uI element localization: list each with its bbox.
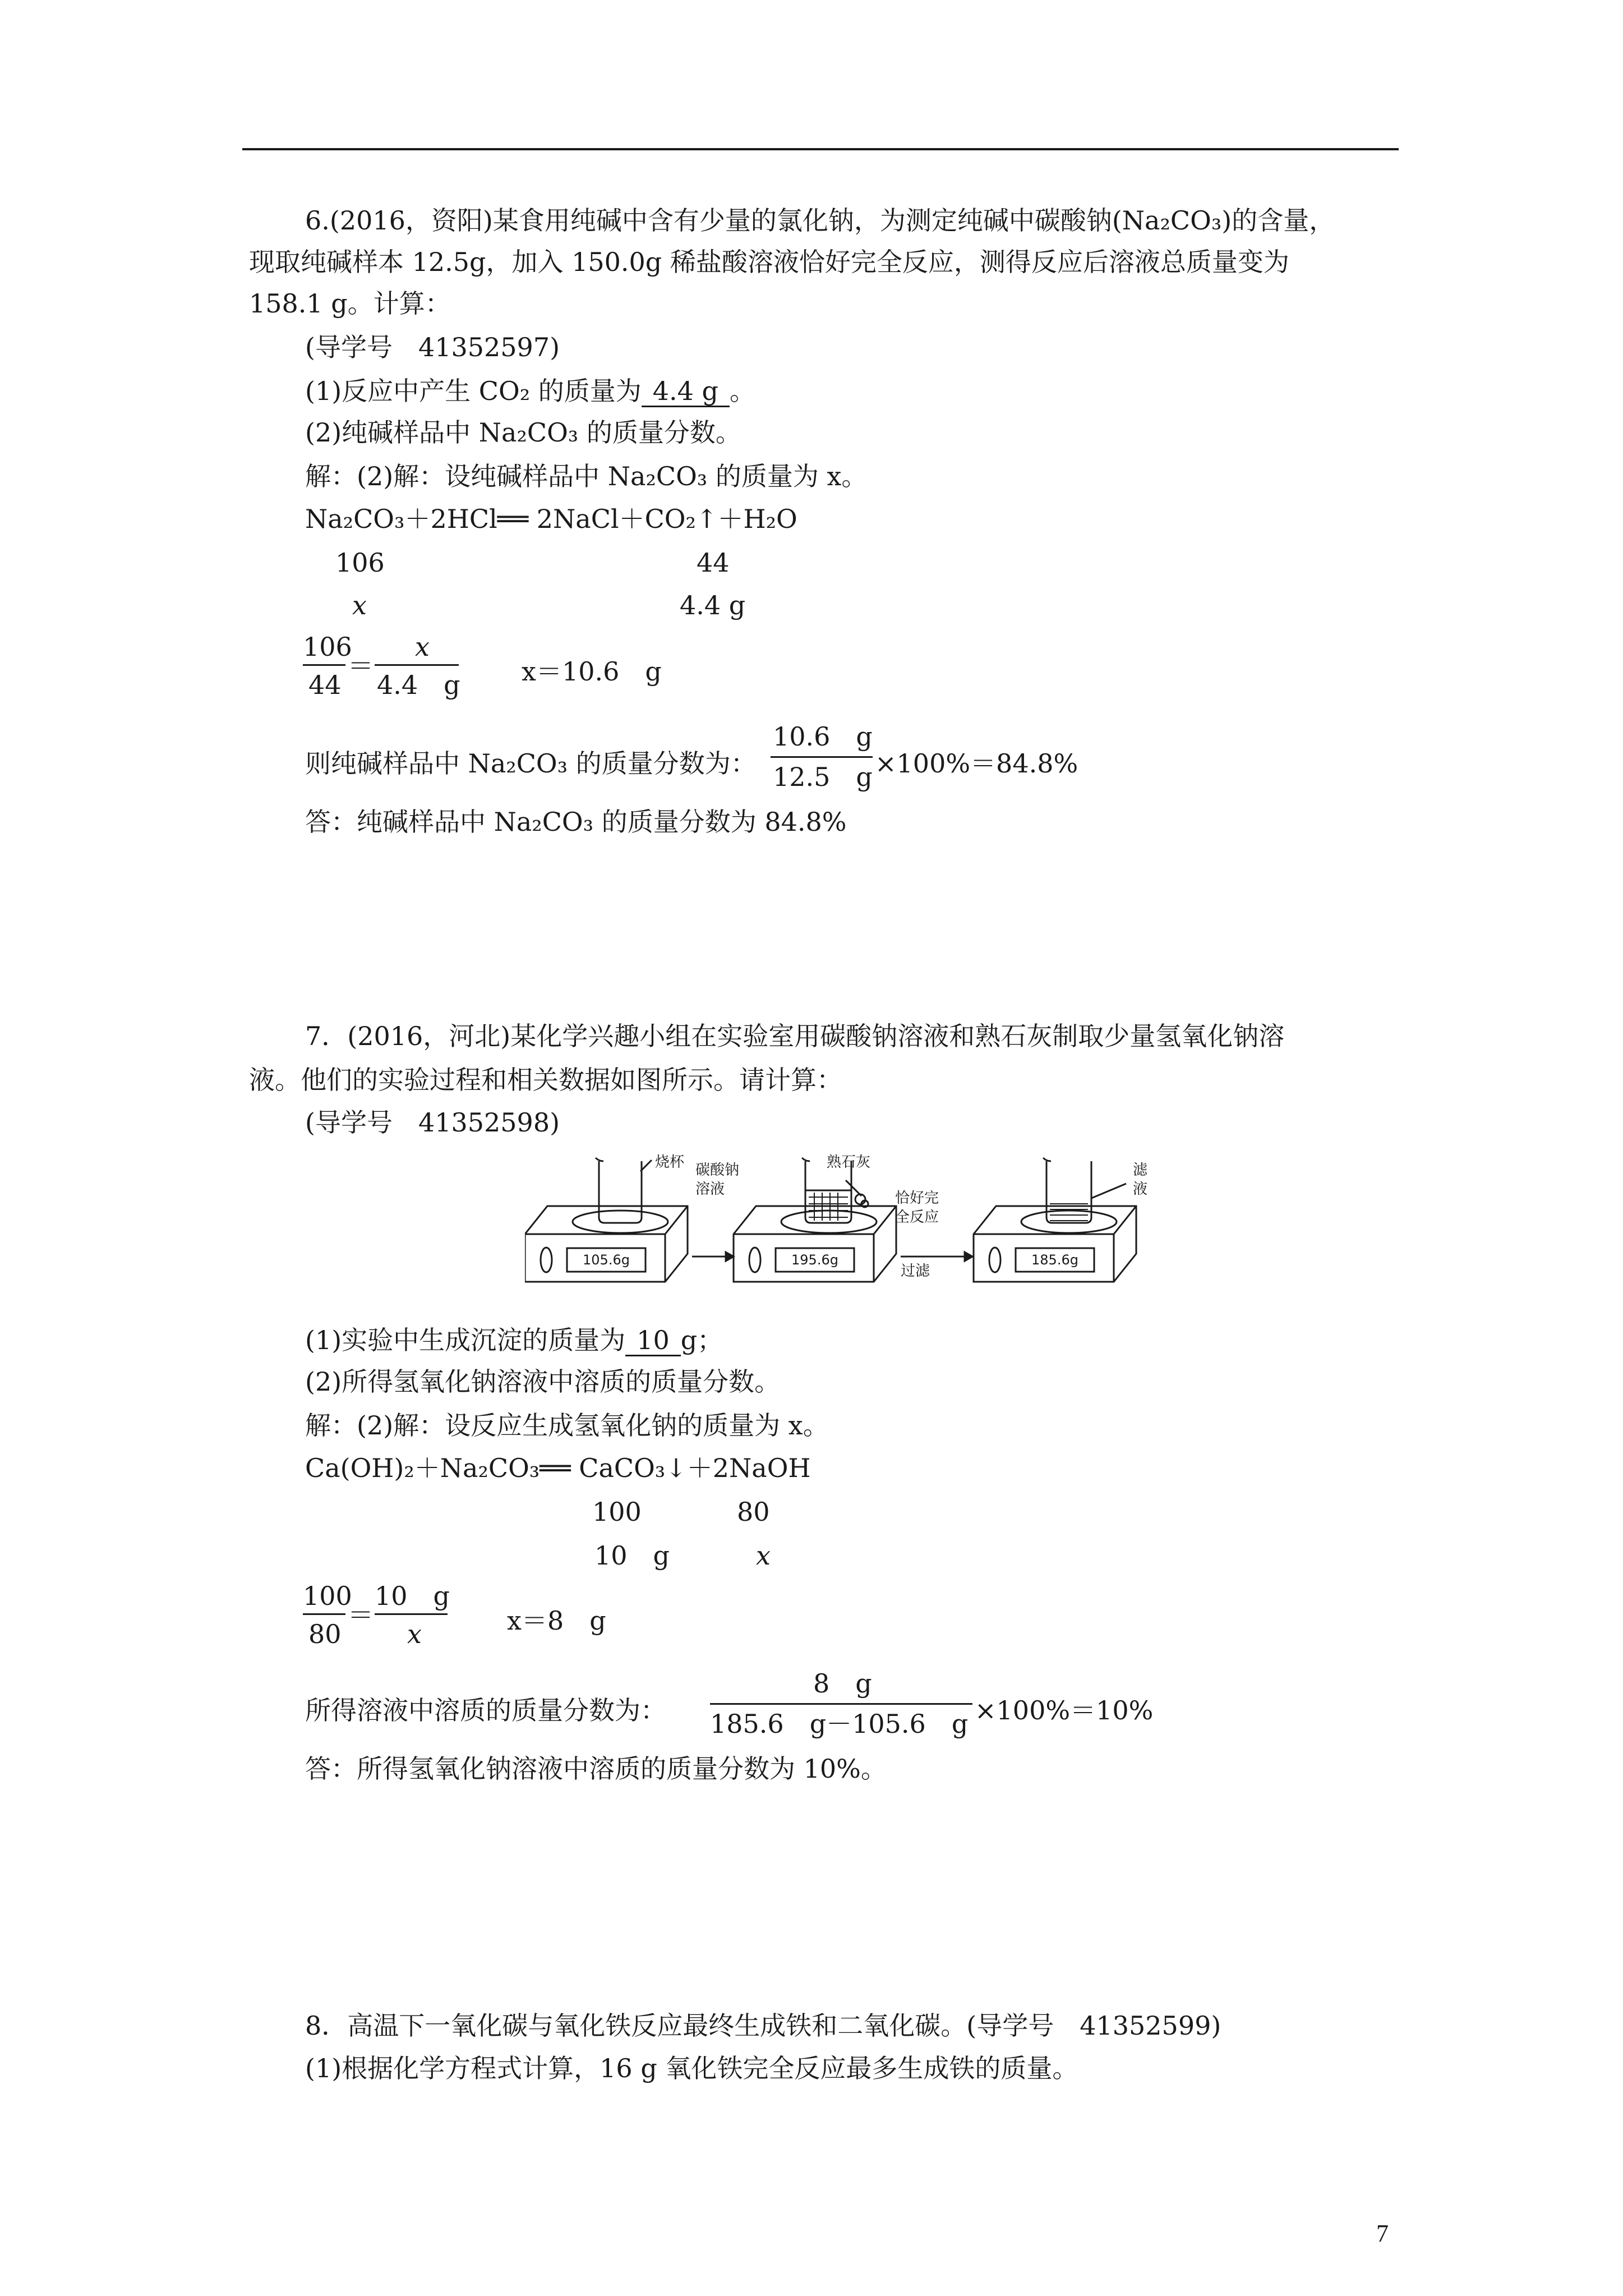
q7-proportion-num-1: 100 <box>303 1581 352 1611</box>
filtrate-label-1: 滤 <box>1133 1162 1148 1179</box>
q7-proportion-bar-1 <box>303 1613 345 1615</box>
q6-proportion-bar-1 <box>303 664 345 666</box>
q6-fraction-result: ×100%＝84.8% <box>875 748 1078 779</box>
na2co3-label-1: 碳酸钠 <box>695 1162 740 1179</box>
na2co3-label-2: 溶液 <box>695 1181 725 1198</box>
q7-guide-number: (导学号 41352598) <box>305 1107 560 1138</box>
q6-mass-fraction-den: 12.5 g <box>773 762 873 792</box>
q7-part2: (2)所得氢氧化钠溶液中溶质的质量分数。 <box>305 1366 781 1397</box>
q7-mass-fraction-den: 185.6 g－105.6 g <box>710 1709 969 1739</box>
q7-fraction-prefix: 所得溶液中溶质的质量分数为： <box>305 1695 666 1726</box>
q6-proportion-den-2: 4.4 g <box>377 670 460 700</box>
q6-molar-mass-na2co3: 106 <box>335 547 385 578</box>
beaker-label: 烧杯 <box>655 1154 685 1171</box>
q7-stem-line1: 7．(2016，河北)某化学兴趣小组在实验室用碳酸钠溶液和熟石灰制取少量氢氧化钠溶 <box>305 1021 1285 1051</box>
q7-experiment-diagram <box>525 1150 1175 1296</box>
q6-guide-number: (导学号 41352597) <box>305 332 560 362</box>
q7-caco3-mass: 10 g <box>594 1540 670 1571</box>
q7-part1-answer-blank: 10 <box>625 1326 681 1356</box>
q6-part1-suffix: 。 <box>730 376 755 406</box>
q7-part1-suffix: g； <box>680 1325 723 1355</box>
q6-stem-line3: 158.1 g。计算： <box>249 288 451 319</box>
reaction-label-3: 过滤 <box>901 1263 930 1280</box>
reaction-label-2: 全反应 <box>895 1209 939 1226</box>
q7-molar-mass-naoh: 80 <box>737 1497 770 1527</box>
q6-stem-line2: 现取纯碱样本 12.5g，加入 150.0g 稀盐酸溶液恰好完全反应，测得反应后溶液总质量变为 <box>249 247 1289 277</box>
q7-unknown-x: x <box>756 1540 771 1571</box>
q7-answer: 答：所得氢氧化钠溶液中溶质的质量分数为 10%。 <box>305 1754 887 1784</box>
q7-equation: Ca(OH)₂＋Na₂CO₃══ CaCO₃↓＋2NaOH <box>305 1453 811 1483</box>
q6-proportion-den-1: 44 <box>308 670 342 700</box>
q6-mass-fraction-num: 10.6 g <box>773 721 873 752</box>
q7-proportion-num-2: 10 g <box>375 1581 450 1611</box>
q6-part1-prefix: (1)反应中产生 CO₂ 的质量为 <box>305 376 642 406</box>
q6-part1-answer-blank: 4.4 g <box>642 377 730 407</box>
q7-proportion-equals: ＝ <box>348 1600 374 1630</box>
q6-unknown-x: x <box>352 590 367 620</box>
q6-part2: (2)纯碱样品中 Na₂CO₃ 的质量分数。 <box>305 417 741 448</box>
balance-1-reading: 105.6g <box>583 1252 630 1268</box>
q6-proportion-equals: ＝ <box>348 651 374 681</box>
q6-molar-mass-co2: 44 <box>697 547 730 578</box>
header-rule <box>242 148 1399 150</box>
q6-mass-fraction-bar <box>771 756 873 758</box>
reaction-label-1: 恰好完 <box>895 1190 939 1207</box>
q7-part1-prefix: (1)实验中生成沉淀的质量为 <box>305 1325 626 1355</box>
filtrate-label-2: 液 <box>1133 1181 1148 1198</box>
q6-stem-line1: 6.(2016，资阳)某食用纯碱中含有少量的氯化钠，为测定纯碱中碳酸钠(Na₂CO₃)的含量， <box>305 205 1335 236</box>
q6-proportion-num-1: 106 <box>303 632 352 662</box>
q6-fraction-prefix: 则纯碱样品中 Na₂CO₃ 的质量分数为： <box>305 748 757 779</box>
q7-mass-fraction-num: 8 g <box>813 1668 872 1699</box>
q6-proportion-bar-2 <box>375 664 459 666</box>
page-number: 7 <box>1376 2220 1389 2247</box>
q7-fraction-result: ×100%＝10% <box>975 1695 1154 1726</box>
q8-stem: 8．高温下一氧化碳与氧化铁反应最终生成铁和二氧化碳。(导学号 41352599) <box>305 2010 1221 2041</box>
q6-solution-intro: 解：(2)解：设纯碱样品中 Na₂CO₃ 的质量为 x。 <box>305 461 868 491</box>
q6-proportion-result: x＝10.6 g <box>522 656 662 687</box>
q7-mass-fraction-bar <box>710 1703 972 1705</box>
balance-2-reading: 195.6g <box>791 1252 838 1268</box>
q6-part1 <box>305 377 755 407</box>
q7-molar-mass-caco3: 100 <box>592 1497 642 1527</box>
q7-solution-intro: 解：(2)解：设反应生成氢氧化钠的质量为 x。 <box>305 1410 829 1441</box>
q7-proportion-den-2: x <box>407 1619 422 1649</box>
limewater-label: 熟石灰 <box>827 1154 871 1171</box>
q6-answer: 答：纯碱样品中 Na₂CO₃ 的质量分数为 84.8% <box>305 807 847 837</box>
balance-3-reading: 185.6g <box>1031 1252 1078 1268</box>
q6-co2-mass: 4.4 g <box>680 590 746 620</box>
q7-stem-line2: 液。他们的实验过程和相关数据如图所示。请计算： <box>249 1065 842 1095</box>
q8-part1: (1)根据化学方程式计算，16 g 氧化铁完全反应最多生成铁的质量。 <box>305 2053 1078 2083</box>
q6-proportion-num-2: x <box>415 632 430 662</box>
q7-proportion-den-1: 80 <box>308 1619 342 1649</box>
q7-part1 <box>305 1326 723 1356</box>
q7-proportion-result: x＝8 g <box>507 1605 606 1636</box>
q6-equation: Na₂CO₃＋2HCl══ 2NaCl＋CO₂↑＋H₂O <box>305 504 797 534</box>
q7-proportion-bar-2 <box>375 1613 448 1615</box>
